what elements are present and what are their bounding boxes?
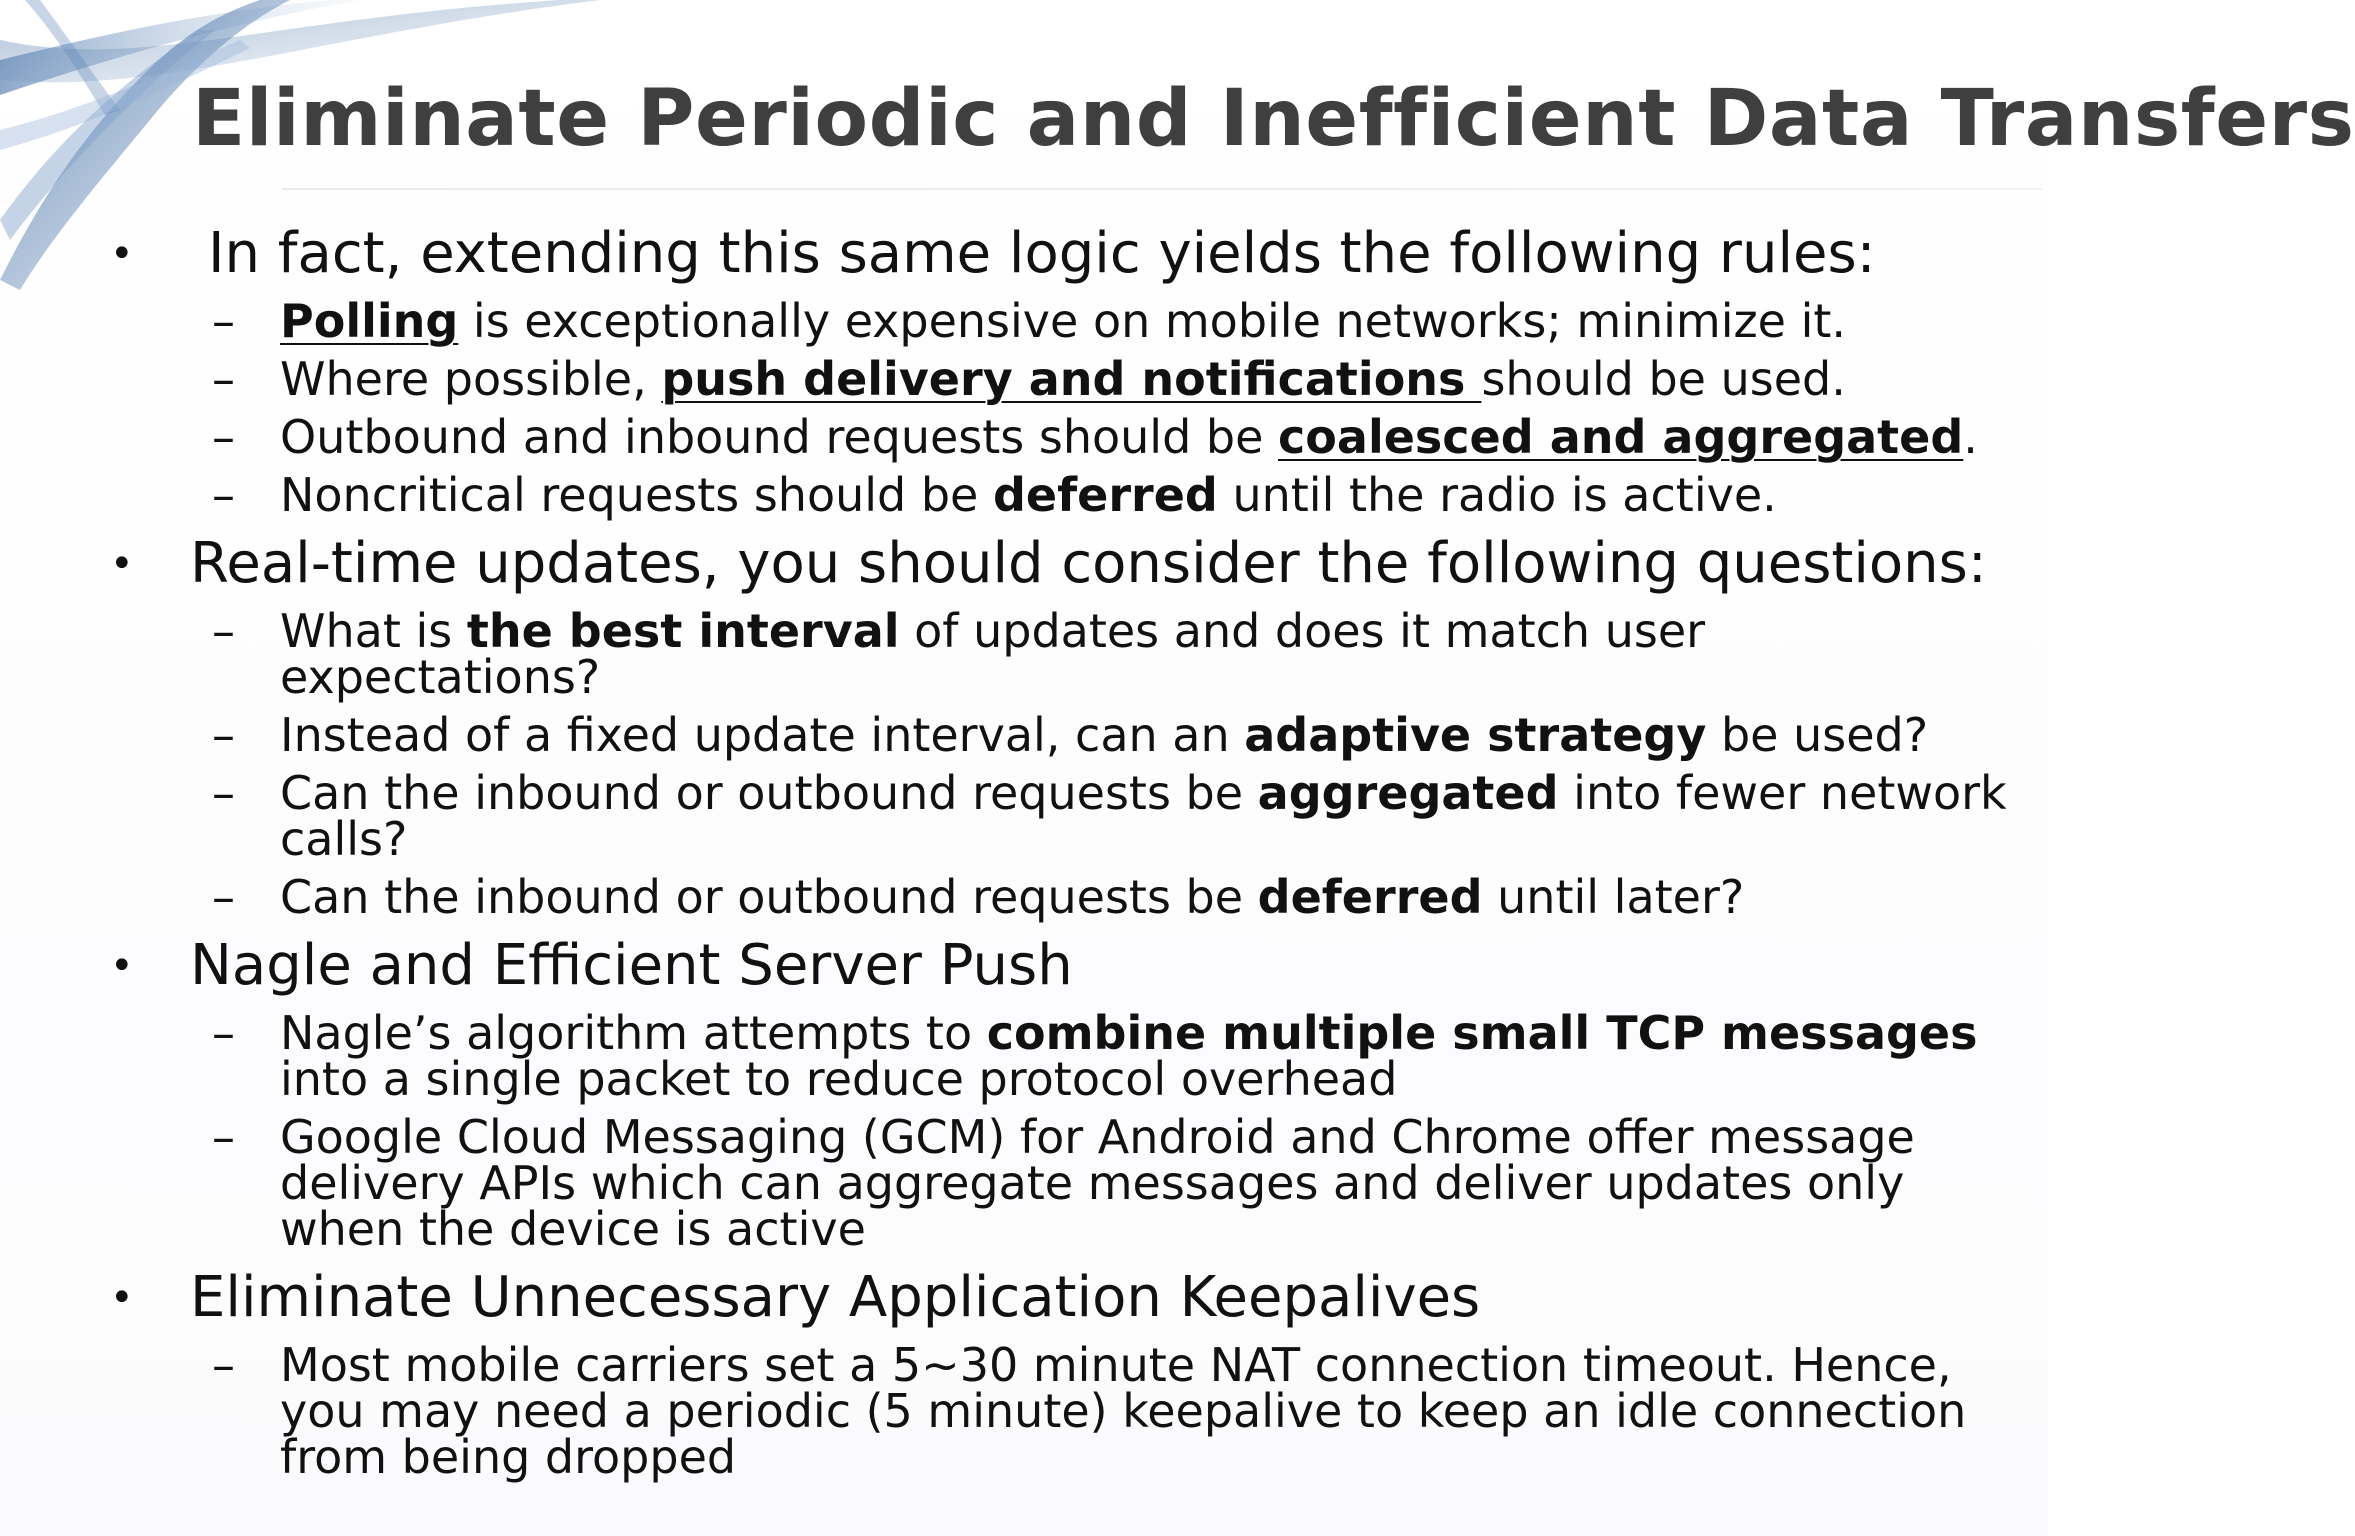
emphasis-text: coalesced and aggregated xyxy=(1278,410,1964,464)
sub-bullet-item: – Most mobile carriers set a 5~30 minute NAT connection timeout. Hence, you may need a periodic (5 minute) keepalive to keep an idle connection from being dropped xyxy=(212,1338,1967,1484)
sub-bullet-item: – What is the best interval of updates and does it match user expectations? xyxy=(212,604,1706,704)
emphasis-text: aggregated xyxy=(1257,766,1559,820)
slide-title: Eliminate Periodic and Inefficient Data Transfers xyxy=(192,74,2355,164)
dash-icon: – xyxy=(212,766,235,820)
dash-icon: – xyxy=(212,468,235,522)
bullet-item xyxy=(0,934,2048,998)
sub-bullet-item: – Google Cloud Messaging (GCM) for Android and Chrome offer message delivery APIs which can aggregate messages and deliver updates only when the device is active xyxy=(212,1110,1915,1256)
dash-icon: – xyxy=(212,352,235,406)
dash-icon: – xyxy=(212,1110,235,1164)
bullet-icon: • xyxy=(110,231,134,277)
emphasis-text: the best interval xyxy=(466,604,900,658)
sub-bullet-item: – Polling is exceptionally expensive on mobile networks; minimize it. xyxy=(212,294,1847,348)
sub-bullet-item: – Outbound and inbound requests should be coalesced and aggregated. xyxy=(212,410,1978,464)
emphasis-text: combine multiple small TCP messages xyxy=(986,1006,1978,1060)
sub-bullet-item: – Noncritical requests should be deferred until the radio is active. xyxy=(212,468,1777,522)
emphasis-text: deferred xyxy=(992,468,1218,522)
bullet-list xyxy=(0,221,2048,1484)
dash-icon: – xyxy=(212,1338,235,1392)
dash-icon: – xyxy=(212,410,235,464)
sub-bullet-item: – Where possible, push delivery and notifications should be used. xyxy=(212,352,1846,406)
bullet-icon: • xyxy=(110,541,134,587)
bullet-item xyxy=(0,222,2048,286)
emphasis-text: Polling xyxy=(280,294,459,348)
bullet-text: Eliminate Unnecessary Application Keepalives xyxy=(190,1265,1481,1330)
dash-icon: – xyxy=(212,294,235,348)
sub-bullet-item: – Instead of a fixed update interval, can an adaptive strategy be used? xyxy=(212,708,1929,762)
emphasis-text: deferred xyxy=(1257,870,1483,924)
bullet-icon: • xyxy=(110,1275,134,1321)
sub-bullet-item: – Nagle’s algorithm attempts to combine multiple small TCP messages into a single packet to reduce protocol overhead xyxy=(212,1006,1978,1106)
bullet-text: Nagle and Efficient Server Push xyxy=(190,933,1073,998)
bullet-text: In fact, extending this same logic yields the following rules: xyxy=(208,221,1876,286)
emphasis-text: adaptive strategy xyxy=(1244,708,1707,762)
dash-icon: – xyxy=(212,1006,235,1060)
title-divider xyxy=(282,188,2042,190)
bullet-icon: • xyxy=(110,943,134,989)
bullet-item xyxy=(0,532,2048,596)
bullet-text: Real-time updates, you should consider the following questions: xyxy=(190,531,1987,596)
sub-bullet-item: – Can the inbound or outbound requests be deferred until later? xyxy=(212,870,1745,924)
dash-icon: – xyxy=(212,870,235,924)
emphasis-text: push delivery and notifications xyxy=(661,352,1482,406)
sub-bullet-item: – Can the inbound or outbound requests be aggregated into fewer network calls? xyxy=(212,766,2007,866)
dash-icon: – xyxy=(212,708,235,762)
dash-icon: – xyxy=(212,604,235,658)
bullet-item xyxy=(0,1266,2048,1330)
